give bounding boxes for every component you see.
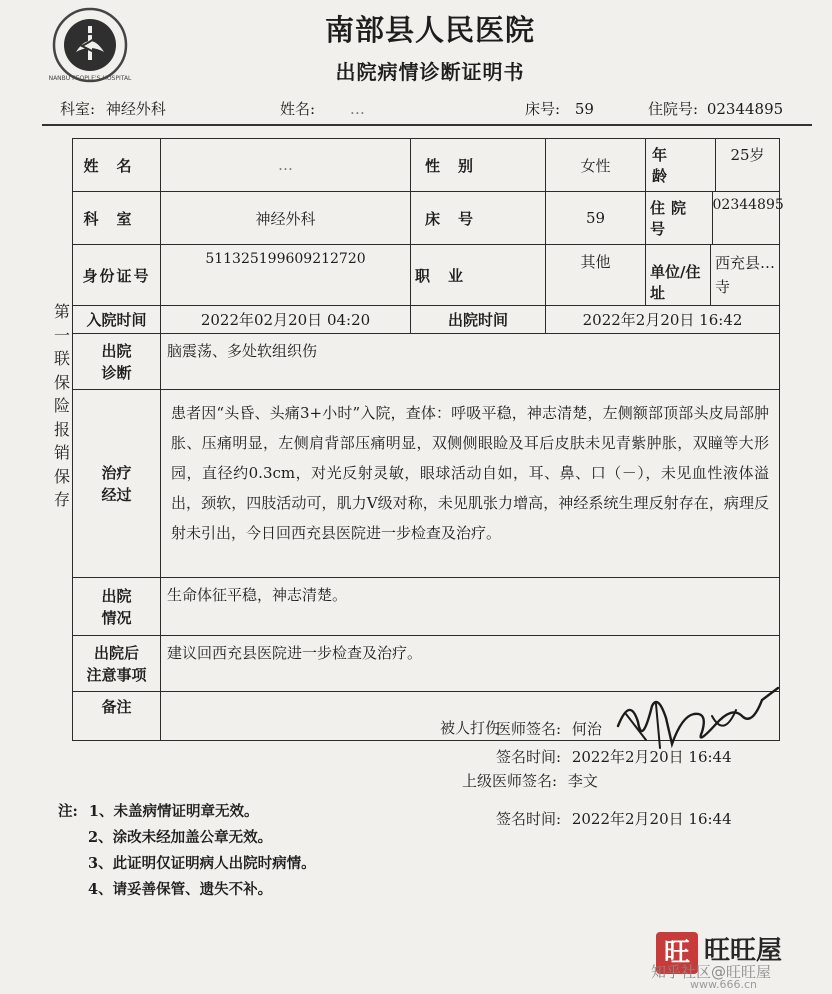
watermark-brand: 旺旺屋 [704, 936, 783, 966]
occupation-value: 其他 [546, 245, 646, 306]
senior-signature-label: 上级医师签名: [462, 772, 558, 790]
notes-prefix: 注: [58, 803, 78, 820]
name-value: … [161, 139, 411, 192]
dept-value: 神经外科 [161, 192, 411, 245]
header-dept-value: 神经外科 [105, 100, 166, 118]
header-admission-no-label: 住院号: [648, 100, 699, 118]
header-bed-value: 59 [574, 100, 594, 118]
svg-text:NANBU PEOPLE'S HOSPITAL: NANBU PEOPLE'S HOSPITAL [48, 75, 132, 82]
signature-time-2-value: 2022年2月20日 16:44 [571, 810, 732, 828]
hospital-name: 南部县人民医院 [324, 13, 535, 47]
header-admission-no [648, 98, 783, 119]
dept-label: 科室 [73, 192, 161, 245]
bed-value: 59 [546, 192, 646, 245]
header-dept-label: 科室: [60, 100, 96, 118]
age-cell [646, 139, 780, 192]
doctor-signature-value: 何治 [571, 720, 602, 738]
header-bed [525, 98, 594, 119]
employer-cell [646, 245, 780, 306]
id-label: 身份证号 [73, 245, 161, 306]
diagnosis-label-line2: 诊断 [101, 363, 132, 382]
diagnosis-label [73, 334, 161, 390]
treatment-value: 患者因“头昏、头痛3+小时”入院，查体：呼吸平稳，神志清楚，左侧额部顶部头皮局部肿胀、压痛明显，左侧肩背部压痛明显，双侧侧眼睑及耳后皮肤未见青紫肿胀，双瞳等大形园，直径约0.3cm，对光反射灵敏，眼球活动自如，耳、鼻、口（－），未见血性液体溢出，颈软，四肢活动可，肌力V级对称，未见肌张力增高，神经系统生理反射存在，病理反射未引出，今日回西充县医院进一步检查及治疗。 [161, 390, 780, 578]
discharge-form [72, 138, 784, 741]
signature-time-2-label: 签名时间: [496, 810, 562, 828]
condition-label [73, 578, 161, 636]
condition-label-line2: 情况 [101, 608, 132, 627]
diagnosis-label-line1: 出院 [101, 341, 132, 360]
header-dept [60, 98, 166, 119]
note-item-4: 4、请妥善保管、遗失不补。 [88, 881, 273, 898]
admission-no-value: 02344895 [712, 197, 784, 213]
gender-value: 女性 [546, 139, 646, 192]
treatment-label-line1: 治疗 [101, 463, 132, 482]
senior-signature-value: 李文 [567, 772, 598, 790]
header-name [280, 98, 365, 119]
watermark-url: www.666.cn [690, 978, 757, 991]
bed-label: 床号 [411, 192, 546, 245]
signature-time-1-label: 签名时间: [496, 748, 562, 766]
admit-time-label: 入院时间 [73, 306, 161, 334]
employer-value: 西充县…寺 [715, 254, 776, 296]
condition-value: 生命体征平稳，神志清楚。 [161, 578, 780, 636]
employer-label: 单位/住址 [646, 245, 711, 305]
doctor-signature [496, 718, 602, 739]
id-value: 511325199609212720 [161, 245, 411, 306]
header-name-value: … [349, 100, 365, 118]
diagnosis-value: 脑震荡、多处软组织伤 [161, 334, 780, 390]
advice-label-line2: 注意事项 [86, 665, 147, 684]
signature-time-2 [496, 808, 732, 829]
watermark-logo-icon: 旺 [656, 932, 698, 974]
age-label: 年龄 [646, 139, 716, 191]
document-title: 出院病情诊断证明书 [335, 60, 525, 84]
header-bed-label: 床号: [525, 100, 561, 118]
note-item-2: 2、涂改未经加盖公章无效。 [88, 829, 273, 846]
treatment-label-line2: 经过 [101, 485, 132, 504]
senior-signature [462, 770, 598, 791]
discharge-time-value: 2022年2月20日 16:42 [546, 306, 780, 334]
admission-no-label: 住院号 [646, 192, 713, 244]
advice-label-line1: 出院后 [93, 643, 139, 662]
note-item-3: 3、此证明仅证明病人出院时病情。 [88, 855, 316, 872]
hospital-logo [46, 6, 134, 84]
signature-time-1 [496, 746, 732, 767]
age-value: 25岁 [730, 146, 765, 164]
side-copy-note: 第一联保险报销保存 [53, 302, 70, 509]
advice-value: 建议回西充县医院进一步检查及治疗。 [161, 636, 780, 692]
doctor-signature-label: 医师签名: [496, 720, 562, 738]
watermark-handle: 知乎社区@旺旺屋 [651, 963, 772, 981]
discharge-time-label: 出院时间 [411, 306, 546, 334]
gender-label: 性别 [411, 139, 546, 192]
admit-time-value: 2022年02月20日 04:20 [161, 306, 411, 334]
occupation-label: 职业 [411, 245, 546, 306]
condition-label-line1: 出院 [101, 586, 132, 605]
note-item-1: 1、未盖病情证明章无效。 [88, 803, 259, 820]
advice-label [73, 636, 161, 692]
header-admission-no-value: 02344895 [706, 100, 784, 118]
signature-time-1-value: 2022年2月20日 16:44 [571, 748, 732, 766]
name-label: 姓名 [73, 139, 161, 192]
notes-line-1 [58, 800, 259, 821]
remark-label: 备注 [73, 692, 161, 741]
admission-no-cell [646, 192, 784, 245]
header-divider [42, 124, 812, 126]
treatment-label [73, 390, 161, 578]
header-name-label: 姓名: [280, 100, 316, 118]
remark-value: 被人打伤 [161, 692, 780, 741]
